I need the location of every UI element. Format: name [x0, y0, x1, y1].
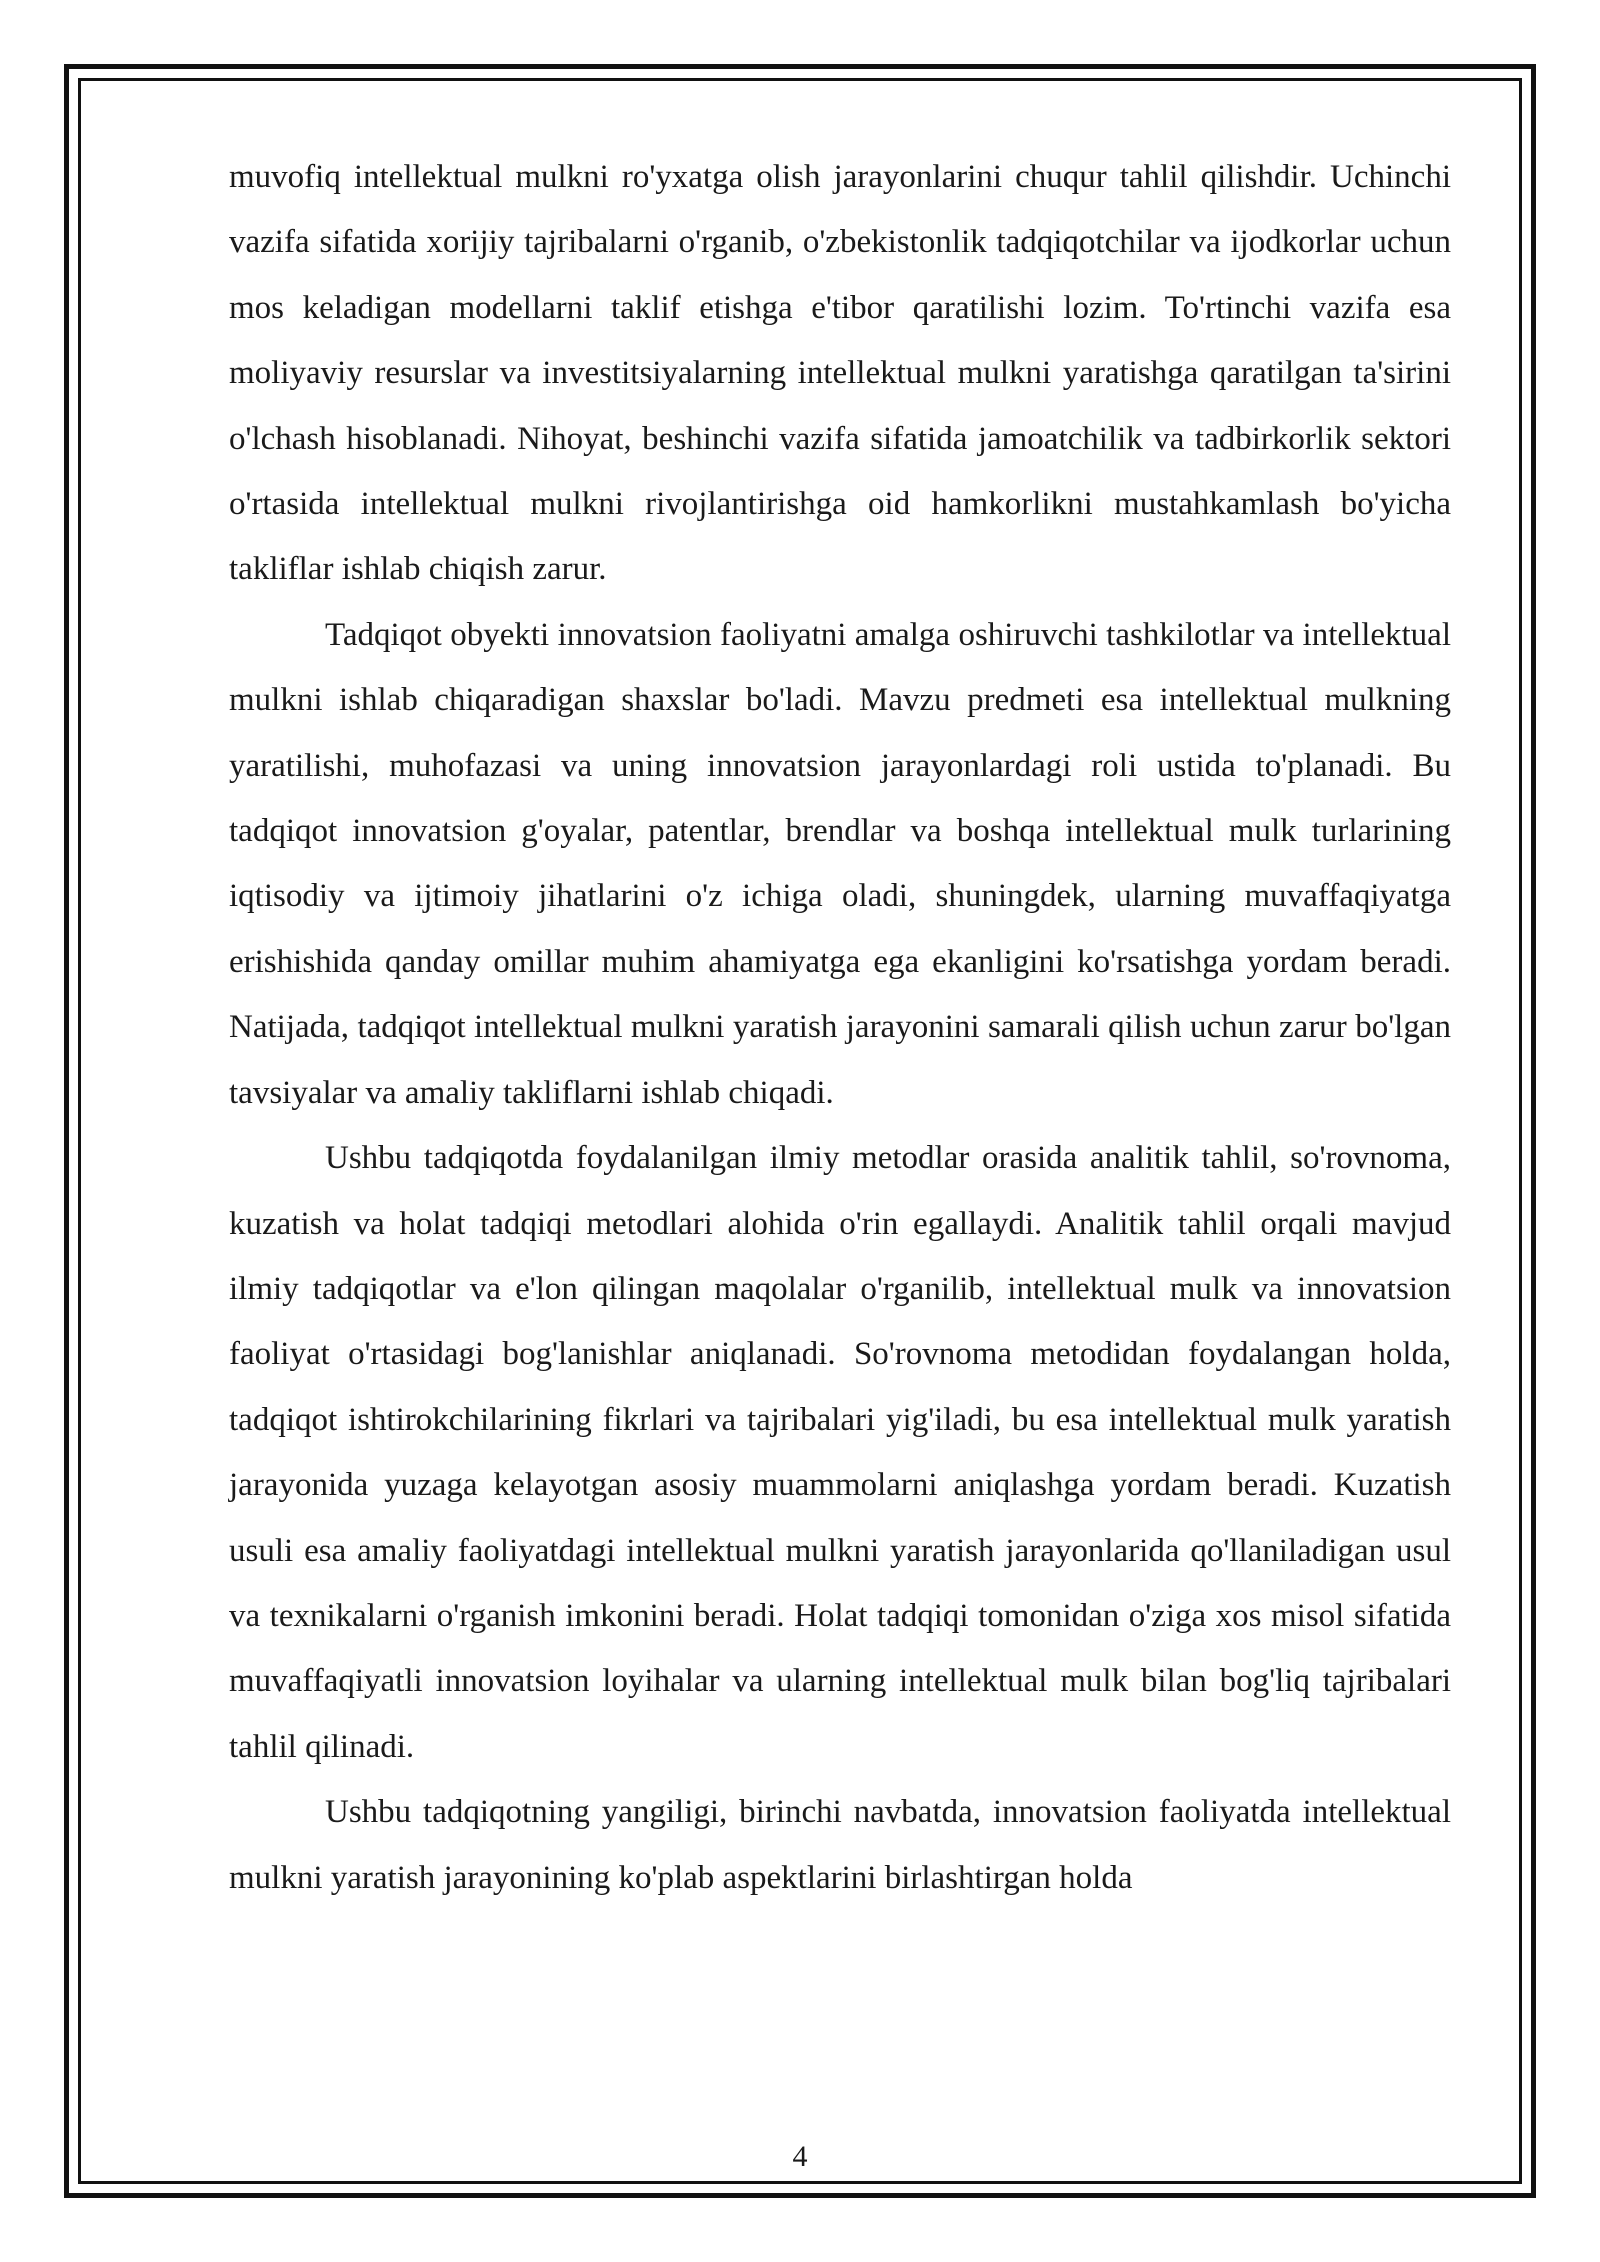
paragraph-tasks: muvofiq intellektual mulkni ro'yxatga olish jarayonlarini chuqur tahlil qilishdir. Uchinchi vazifa sifatida xorijiy tajribalarni o'rganib, o'zbekistonlik tadqiqotchilar va ijodkorlar uchun mos keladigan modellarni taklif etishga e'tibor qaratilishi lozim. To'rtinchi vazifa esa moliyaviy resurslar va investitsiyalarning intellektual mulkni yaratishga qaratilgan ta'sirini o'lchash hisoblanadi. Nihoyat, beshinchi vazifa sifatida jamoatchilik va tadbirkorlik sektori o'rtasida intellektual mulkni rivojlantirishga oid hamkorlikni mustahkamlash bo'yicha takliflar ishlab chiqish zarur.: [229, 159, 1451, 588]
paragraph-research-object: Tadqiqot obyekti innovatsion faoliyatni amalga oshiruvchi tashkilotlar va intellektual mulkni ishlab chiqaradigan shaxslar bo'ladi. Mavzu predmeti esa intellektual mulkning yaratilishi, muhofazasi va uning innovatsion jarayonlardagi roli ustida to'planadi. Bu tadqiqot innovatsion g'oyalar, patentlar, brendlar va boshqa intellektual mulk turlarining iqtisodiy va ijtimoiy jihatlarini o'z ichiga oladi, shuningdek, ularning muvaffaqiyatga erishishida qanday omillar muhim ahamiyatga ega ekanligini ko'rsatishga yordam beradi. Natijada, tadqiqot intellektual mulkni yaratish jarayonini samarali qilish uchun zarur bo'lgan tavsiyalar va amaliy takliflarni ishlab chiqadi.: [229, 616, 1451, 1111]
paragraph-novelty: Ushbu tadqiqotning yangiligi, birinchi navbatda, innovatsion faoliyatda intellektual mulkni yaratish jarayonining ko'plab aspektlarini birlashtirgan holda: [229, 1794, 1451, 1896]
paragraph-research-methods: Ushbu tadqiqotda foydalanilgan ilmiy metodlar orasida analitik tahlil, so'rovnoma, kuzatish va holat tadqiqi metodlari alohida o'rin egallaydi. Analitik tahlil orqali mavjud ilmiy tadqiqotlar va e'lon qilingan maqolalar o'rganilib, intellektual mulk va innovatsion faoliyat o'rtasidagi bog'lanishlar aniqlanadi. So'rovnoma metodidan foydalangan holda, tadqiqot ishtirokchilarining fikrlari va tajribalari yig'iladi, bu esa intellektual mulk yaratish jarayonida yuzaga kelayotgan asosiy muammolarni aniqlashga yordam beradi. Kuzatish usuli esa amaliy faoliyatdagi intellektual mulkni yaratish jarayonlarida qo'llaniladigan usul va texnikalarni o'rganish imkonini beradi. Holat tadqiqi tomonidan o'ziga xos misol sifatida muvaffaqiyatli innovatsion loyihalar va ularning intellektual mulk bilan bog'liq tajribalari tahlil qilinadi.: [229, 1140, 1451, 1765]
page-number: 4: [792, 2140, 808, 2173]
document-body: [229, 145, 1451, 1911]
